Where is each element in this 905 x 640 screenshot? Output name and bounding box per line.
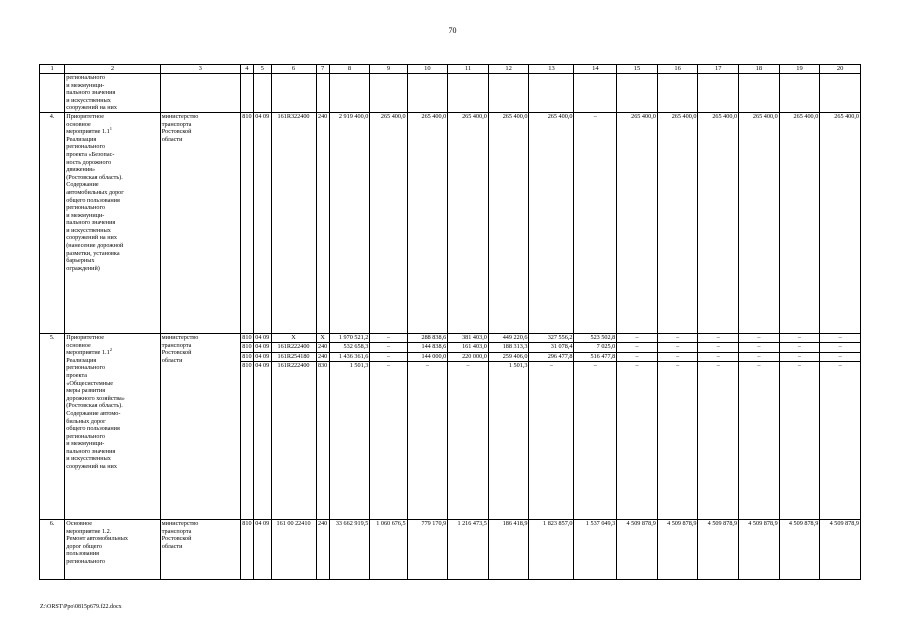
value-subline: 04 09 (254, 334, 271, 344)
value-cell: 265 400,0 (820, 112, 861, 333)
header-row (40, 65, 861, 74)
value-subline: Х (317, 334, 329, 344)
table-row-4 (40, 112, 861, 333)
value-subline: 810 (241, 353, 253, 363)
value-cell (370, 333, 407, 519)
header-cell: 8 (329, 65, 370, 74)
value-subline: Х (272, 334, 316, 344)
value-cell: 265 400,0 (779, 112, 820, 333)
value-subline: 04 09 (254, 343, 271, 353)
value-subline: 31 078,4 (529, 343, 573, 353)
value-subline: – (370, 343, 406, 353)
value-subline: – (635, 362, 639, 370)
header-cell: 11 (448, 65, 489, 74)
value-subline: 161R254180 (272, 353, 316, 363)
value-subline: 161R222400 (272, 343, 316, 353)
footnote-marker: 2 (109, 347, 112, 353)
header-cell: 3 (160, 65, 240, 74)
empty-cell (820, 74, 861, 113)
value-cell: 2 919 400,0 (329, 112, 370, 333)
value-subline: – (386, 362, 390, 370)
value-cell: – (574, 112, 617, 333)
row-description: регионального и межмуници- пального значения и искусственных сооружений на них (65, 74, 160, 113)
value-subline: 04 09 (254, 353, 271, 363)
empty-cell (316, 74, 329, 113)
value-subline: – (617, 343, 657, 353)
header-cell: 17 (698, 65, 739, 74)
header-cell: 1 (40, 65, 65, 74)
empty-cell (529, 74, 574, 113)
value-subline: 161R222400 (277, 362, 310, 370)
executor: министерство транспорта Ростовской области (160, 112, 240, 333)
empty-cell (160, 74, 240, 113)
value-cell: 1 537 049,3 (574, 519, 617, 579)
empty-cell (448, 74, 489, 113)
value-subline: – (780, 353, 820, 363)
value-cell: 810 (240, 112, 253, 333)
header-cell: 2 (65, 65, 160, 74)
value-cell: 1 216 473,5 (448, 519, 489, 579)
value-cell: 265 400,0 (617, 112, 658, 333)
row-description: Приоритетное основное мероприятие $1.1^2$ Реализация регионального проекта «Общесистемные меры развития дорожного хозяйства» (Ростовская область). Содержание автомо- бильных дорог общего пользования регионального и межмуници- пального значения и искусственных сооружений на них (65, 333, 160, 519)
empty-cell (240, 74, 253, 113)
value-subline: 1 501,3 (349, 362, 369, 370)
value-subline: 449 220,6 (489, 334, 529, 344)
value-subline: 240 (317, 343, 329, 353)
page-number: 70 (448, 26, 457, 35)
value-subline: – (549, 362, 553, 370)
value-cell (529, 333, 574, 519)
value-cell: 4 509 878,9 (779, 519, 820, 579)
value-cell (617, 333, 658, 519)
value-subline: – (838, 362, 842, 370)
value-subline: – (820, 353, 860, 363)
file-path-footer: Z:\ORST\Ppo\0815p679.f22.docx (40, 604, 122, 610)
value-cell (657, 333, 698, 519)
header-cell: 20 (820, 65, 861, 74)
header-cell: 9 (370, 65, 407, 74)
row-number: 4. (40, 112, 65, 333)
header-cell: 12 (488, 65, 529, 74)
value-cell (739, 333, 780, 519)
value-subline: 04 09 (255, 362, 270, 370)
value-subline: 7 025,0 (574, 343, 616, 353)
header-cell: 15 (617, 65, 658, 74)
value-subline: 327 556,2 (529, 334, 573, 344)
value-cell: 4 509 878,9 (657, 519, 698, 579)
empty-cell (271, 74, 316, 113)
value-subline: 1 501,3 (508, 362, 528, 370)
value-subline: – (676, 362, 680, 370)
empty-cell (370, 74, 407, 113)
value-subline: 220 000,0 (448, 353, 488, 363)
header-cell: 19 (779, 65, 820, 74)
value-cell: 265 400,0 (529, 112, 574, 333)
row-number: 5. (40, 333, 65, 519)
header-cell: 18 (739, 65, 780, 74)
value-subline: 810 (242, 362, 252, 370)
row-description: Приоритетное основное мероприятие $1.1^1$ Реализация регионального проекта «Безопас- ность дорожного движения» (Ростовская область). Содержание автомобильных дорог общего пользования регионального и межмуници- пального значения и искусственных сооружений на них (нанесение дорожной разметки, установка барьерных ограждений) (65, 112, 160, 333)
value-subline: – (739, 334, 779, 344)
value-subline: – (466, 362, 470, 370)
value-subline: – (370, 334, 406, 344)
value-cell: 810 (240, 519, 253, 579)
value-cell: 265 400,0 (739, 112, 780, 333)
value-cell (820, 333, 861, 519)
value-subline: 532 658,3 (330, 343, 370, 353)
empty-cell (253, 74, 271, 113)
value-cell: 4 509 878,9 (739, 519, 780, 579)
row-number (40, 74, 65, 113)
value-cell: 779 170,9 (407, 519, 448, 579)
value-cell: 265 400,0 (657, 112, 698, 333)
row-number: 6. (40, 519, 65, 579)
value-cell: 161R322400 (271, 112, 316, 333)
value-subline: 1 436 361,6 (330, 353, 370, 363)
value-cell: 04 09 (253, 519, 271, 579)
header-cell: 16 (657, 65, 698, 74)
value-subline: – (658, 343, 698, 353)
value-cell (329, 333, 370, 519)
value-cell: 33 662 919,5 (329, 519, 370, 579)
value-subline: – (780, 334, 820, 344)
value-cell: 265 400,0 (407, 112, 448, 333)
value-subline: – (739, 343, 779, 353)
value-cell: 265 400,0 (370, 112, 407, 333)
value-cell (488, 333, 529, 519)
budget-table (39, 64, 861, 580)
row-description: Основное мероприятие 1.2. Ремонт автомобильных дорог общего пользования регионального (65, 519, 160, 579)
value-cell: 4 509 878,9 (820, 519, 861, 579)
value-subline: 288 838,6 (408, 334, 448, 344)
value-subline: – (820, 334, 860, 344)
value-cell (574, 333, 617, 519)
value-subline: 810 (241, 343, 253, 353)
empty-cell (739, 74, 780, 113)
value-cell (240, 333, 253, 519)
value-cell: 186 418,9 (488, 519, 529, 579)
value-cell: 240 (316, 112, 329, 333)
value-subline: 810 (241, 334, 253, 344)
value-subline: 381 403,0 (448, 334, 488, 344)
value-cell: 1 823 857,0 (529, 519, 574, 579)
table-row-6 (40, 519, 861, 579)
header-cell: 5 (253, 65, 271, 74)
value-cell (253, 333, 271, 519)
value-subline: – (820, 343, 860, 353)
value-cell: 4 509 878,9 (617, 519, 658, 579)
empty-cell (407, 74, 448, 113)
value-cell: 265 400,0 (488, 112, 529, 333)
value-subline: – (698, 334, 738, 344)
value-subline: 161 403,0 (448, 343, 488, 353)
value-subline: – (698, 343, 738, 353)
value-subline: 144 838,6 (408, 343, 448, 353)
value-subline: – (425, 362, 429, 370)
value-subline: – (658, 334, 698, 344)
empty-cell (488, 74, 529, 113)
value-subline: 188 313,3 (489, 343, 529, 353)
value-cell: 240 (316, 519, 329, 579)
value-subline: 240 (317, 353, 329, 363)
empty-cell (698, 74, 739, 113)
value-cell: 265 400,0 (448, 112, 489, 333)
header-cell: 4 (240, 65, 253, 74)
value-cell: 1 060 676,5 (370, 519, 407, 579)
value-subline: – (739, 353, 779, 363)
value-subline: – (797, 362, 802, 370)
value-subline: 144 000,0 (408, 353, 448, 363)
value-subline: – (658, 353, 698, 363)
value-subline: 259 406,0 (489, 353, 529, 363)
empty-cell (329, 74, 370, 113)
empty-cell (779, 74, 820, 113)
empty-cell (574, 74, 617, 113)
value-cell: 161 00 22410 (271, 519, 316, 579)
footnote-marker: 1 (109, 126, 112, 132)
value-cell: 04 09 (253, 112, 271, 333)
value-cell: 265 400,0 (698, 112, 739, 333)
header-cell: 7 (316, 65, 329, 74)
executor: министерство транспорта Ростовской области (160, 333, 240, 519)
value-cell (271, 333, 316, 519)
header-cell: 10 (407, 65, 448, 74)
value-cell (407, 333, 448, 519)
header-cell: 14 (574, 65, 617, 74)
header-cell: 6 (271, 65, 316, 74)
value-subline: – (370, 353, 406, 363)
empty-cell (617, 74, 658, 113)
table-row-5 (40, 333, 861, 519)
value-cell (779, 333, 820, 519)
value-subline: – (780, 343, 820, 353)
value-subline: – (593, 362, 597, 370)
value-subline: 830 (317, 362, 328, 370)
value-subline: – (617, 353, 657, 363)
value-subline: 296 477,8 (529, 353, 573, 363)
value-subline: 516 477,8 (574, 353, 616, 363)
value-cell (448, 333, 489, 519)
table-row-continuation (40, 74, 861, 113)
executor: министерство транспорта Ростовской области (160, 519, 240, 579)
value-subline: – (617, 334, 657, 344)
empty-cell (657, 74, 698, 113)
header-cell: 13 (529, 65, 574, 74)
value-subline: 523 502,8 (574, 334, 616, 344)
value-subline: – (716, 362, 720, 370)
value-subline: – (757, 362, 761, 370)
value-cell: 4 509 878,9 (698, 519, 739, 579)
value-subline: – (698, 353, 738, 363)
value-cell (698, 333, 739, 519)
value-cell (316, 333, 329, 519)
value-subline: 1 970 521,2 (330, 334, 370, 344)
